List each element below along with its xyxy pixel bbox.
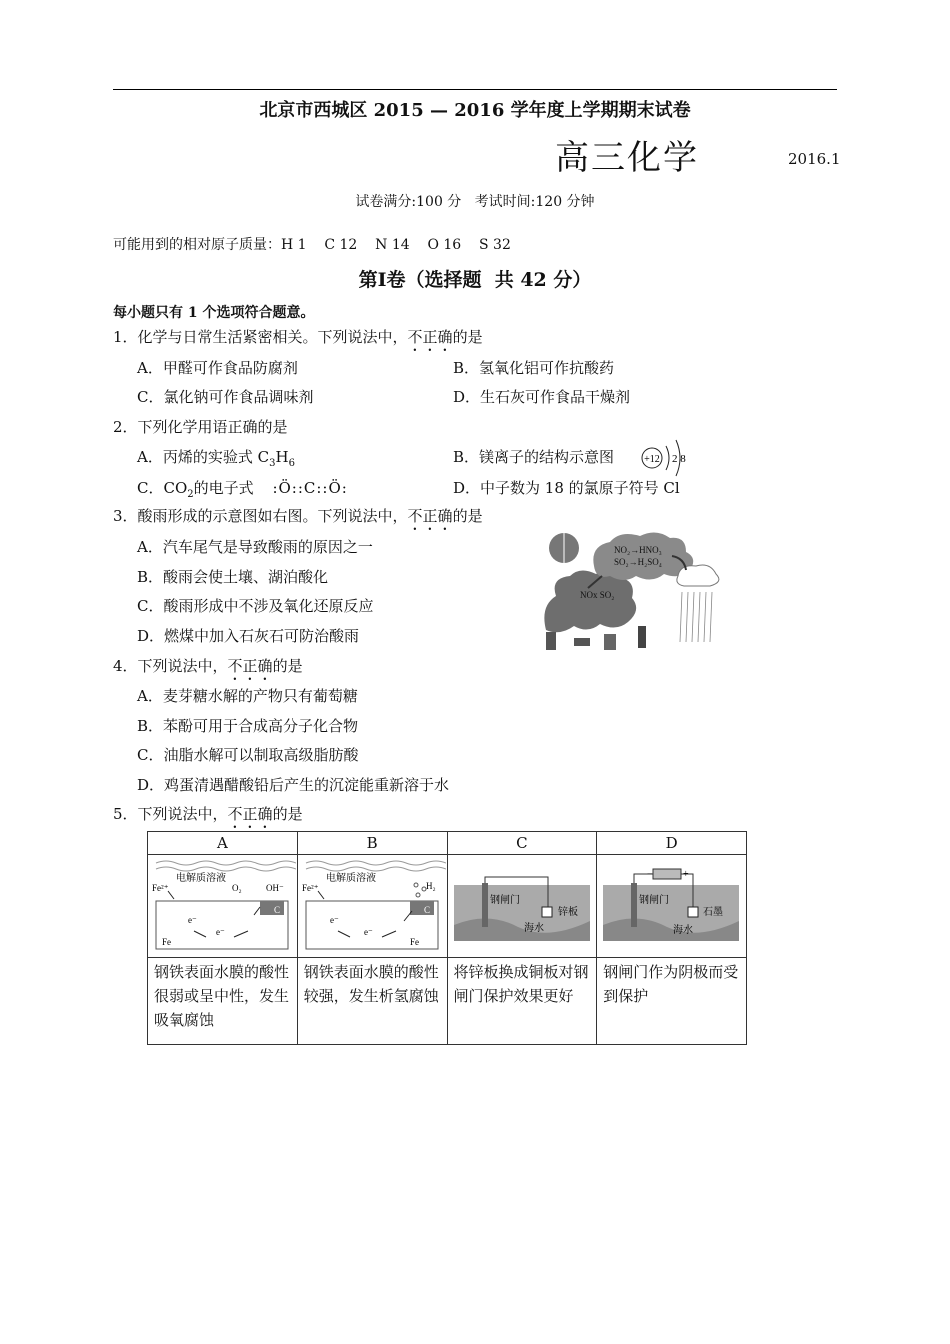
q5-header-b: B bbox=[297, 832, 447, 855]
emission-label: NOx SO₂ bbox=[580, 590, 615, 600]
q2-option-b bbox=[453, 446, 614, 467]
question-5-stem bbox=[113, 803, 303, 832]
fig-a-c: C bbox=[274, 905, 281, 915]
q2-option-c bbox=[137, 477, 348, 500]
cathodic-protection-diagram bbox=[597, 855, 745, 953]
subject-title: 高三化学 bbox=[555, 138, 699, 178]
q1-stem-emph: 不正确 bbox=[407, 328, 453, 346]
q1-option-d: D．生石灰可作食品干燥剂 bbox=[453, 388, 631, 406]
q4-option-d: D．鸡蛋清遇醋酸铅后产生的沉淀能重新溶于水 bbox=[137, 776, 450, 794]
header-rule bbox=[113, 89, 837, 90]
question-4-stem bbox=[113, 655, 303, 684]
q5-header-a: A bbox=[148, 832, 298, 855]
q5-figure-b-cell bbox=[297, 855, 447, 958]
battery-icon bbox=[653, 869, 681, 879]
exam-title: 北京市西城区 2015 — 2016 学年度上学期期末试卷 bbox=[259, 100, 691, 121]
section-instruction: 每小题只有 1 个选项符合题意。 bbox=[113, 305, 315, 321]
q5-text-row bbox=[148, 958, 747, 1045]
q5-figure-d-cell bbox=[597, 855, 747, 958]
fig-a-e2: e⁻ bbox=[216, 927, 225, 937]
fig-d-minus: − bbox=[647, 869, 653, 880]
q4-option-b: B．苯酚可用于合成高分子化合物 bbox=[137, 717, 359, 735]
q2-b-text: B．镁离子的结构示意图 bbox=[453, 448, 615, 466]
q2-a-sub1: 3 bbox=[269, 458, 276, 469]
fig-a-fe-ion: Fe²⁺ bbox=[152, 883, 169, 893]
q4-option-a: A．麦芽糖水解的产物只有葡萄糖 bbox=[137, 687, 358, 705]
q3-stem-emph: 不正确 bbox=[407, 507, 453, 525]
q1-stem-pre: 1．化学与日常生活紧密相关。下列说法中， bbox=[113, 328, 408, 346]
fig-d-sea: 海水 bbox=[673, 925, 694, 936]
fig-b-e1: e⁻ bbox=[329, 915, 339, 925]
nucleus-charge: +12 bbox=[644, 454, 660, 465]
q2-a-sub2: 6 bbox=[288, 458, 295, 469]
atomic-mass-line: 可能用到的相对原子质量：H 1 C 12 N 14 O 16 S 32 bbox=[113, 237, 511, 253]
fig-a-o2: O₂ bbox=[232, 883, 242, 893]
q5-text-c: 将锌板换成铜板对钢闸门保护效果更好 bbox=[447, 958, 597, 1045]
co2-electron-formula: :Ö::C::Ö: bbox=[272, 479, 348, 497]
q3-option-b: B．酸雨会使土壤、湖泊酸化 bbox=[137, 568, 329, 586]
q5-stem-pre: 5．下列说法中， bbox=[113, 805, 228, 823]
fig-a-oh: OH⁻ bbox=[266, 883, 284, 893]
q3-stem-pre: 3．酸雨形成的示意图如右图。下列说法中， bbox=[113, 507, 408, 525]
reaction-2: SO₂→H₂SO₄ bbox=[614, 557, 662, 567]
q5-text-a: 钢铁表面水膜的酸性很弱或呈中性，发生吸氧腐蚀 bbox=[148, 958, 298, 1045]
q3-option-c: C．酸雨形成中不涉及氧化还原反应 bbox=[137, 597, 374, 615]
exam-date: 2016.1 bbox=[788, 150, 841, 168]
magnesium-ion-diagram bbox=[638, 432, 698, 478]
q3-option-a: A．汽车尾气是导致酸雨的原因之一 bbox=[137, 538, 373, 556]
q4-stem-pre: 4．下列说法中， bbox=[113, 657, 228, 675]
question-1-stem bbox=[113, 326, 483, 355]
fig-b-h2: H₂ bbox=[425, 881, 436, 891]
q1-option-c: C．氯化钠可作食品调味剂 bbox=[137, 388, 314, 406]
rain-cloud bbox=[677, 565, 719, 586]
oxygen-corrosion-diagram bbox=[148, 855, 296, 953]
q5-figure-row bbox=[148, 855, 747, 958]
fig-b-solution: 电解质溶液 bbox=[325, 873, 376, 884]
q4-stem-emph: 不正确 bbox=[227, 657, 273, 675]
fig-c-plate: 锌板 bbox=[557, 907, 578, 918]
fig-b-e2: e⁻ bbox=[363, 927, 373, 937]
car-icon bbox=[574, 638, 590, 646]
q2-c-pre: C．CO bbox=[137, 479, 188, 497]
factory-icon bbox=[546, 632, 556, 650]
reaction-1: NO₂→HNO₃ bbox=[614, 545, 662, 555]
acid-rain-diagram bbox=[540, 526, 724, 654]
q2-a-mid: H bbox=[275, 448, 289, 466]
exam-meta: 试卷满分:100 分 考试时间:120 分钟 bbox=[355, 194, 595, 210]
shell-electrons: 2 8 bbox=[672, 453, 686, 465]
hydrogen-corrosion-diagram bbox=[298, 855, 446, 953]
fig-a-fe: Fe bbox=[162, 937, 171, 947]
q2-c-post: 的电子式 bbox=[193, 479, 254, 497]
question-2-stem: 2．下列化学用语正确的是 bbox=[113, 418, 288, 436]
fig-b-fe: Fe bbox=[409, 937, 419, 947]
fig-a-e1: e⁻ bbox=[188, 915, 197, 925]
q5-figure-c-cell bbox=[447, 855, 597, 958]
house-icon bbox=[604, 634, 616, 650]
q5-stem-emph: 不正确 bbox=[227, 805, 273, 823]
fig-a-solution: 电解质溶液 bbox=[176, 873, 226, 884]
fig-d-gate-post bbox=[631, 883, 637, 927]
fig-b-fe-ion: Fe²⁺ bbox=[301, 883, 319, 893]
q2-option-d: D．中子数为 18 的氯原子符号 Cl bbox=[453, 479, 680, 497]
question-3-stem bbox=[113, 505, 483, 534]
fig-d-plus: + bbox=[683, 869, 689, 880]
q3-stem-post: 的是 bbox=[452, 507, 483, 525]
fig-d-gate: 钢闸门 bbox=[639, 895, 670, 906]
q4-option-c: C．油脂水解可以制取高级脂肪酸 bbox=[137, 746, 359, 764]
q2-c-sub: 2 bbox=[187, 489, 194, 500]
q5-table bbox=[147, 831, 747, 1045]
q4-stem-post: 的是 bbox=[272, 657, 303, 675]
q5-header-c: C bbox=[447, 832, 597, 855]
q5-text-d: 钢闸门作为阴极而受到保护 bbox=[597, 958, 747, 1045]
zinc-plate-protection-diagram bbox=[448, 855, 596, 953]
q3-option-d: D．燃煤中加入石灰石可防治酸雨 bbox=[137, 627, 360, 645]
q5-header-row bbox=[148, 832, 747, 855]
q5-header-d: D bbox=[597, 832, 747, 855]
section-title: 第Ⅰ卷（选择题 共 42 分） bbox=[358, 269, 592, 291]
chimney-icon bbox=[638, 626, 646, 648]
q2-option-a bbox=[137, 446, 295, 469]
q5-stem-post: 的是 bbox=[272, 805, 303, 823]
q5-text-b: 钢铁表面水膜的酸性较强，发生析氢腐蚀 bbox=[297, 958, 447, 1045]
q1-option-a: A．甲醛可作食品防腐剂 bbox=[137, 359, 298, 377]
fig-c-gate: 钢闸门 bbox=[489, 895, 520, 906]
fig-d-plate: 石墨 bbox=[703, 907, 724, 918]
q5-figure-a-cell bbox=[148, 855, 298, 958]
shell-1-arc bbox=[666, 446, 669, 470]
q1-stem-post: 的是 bbox=[452, 328, 483, 346]
fig-b-c: C bbox=[423, 905, 430, 915]
q1-option-b: B．氢氧化铝可作抗酸药 bbox=[453, 359, 615, 377]
rain-lines bbox=[680, 592, 712, 642]
fig-c-gate-post bbox=[482, 883, 488, 927]
fig-c-sea: 海水 bbox=[523, 923, 544, 934]
q2-a-pre: A．丙烯的实验式 C bbox=[137, 448, 270, 466]
